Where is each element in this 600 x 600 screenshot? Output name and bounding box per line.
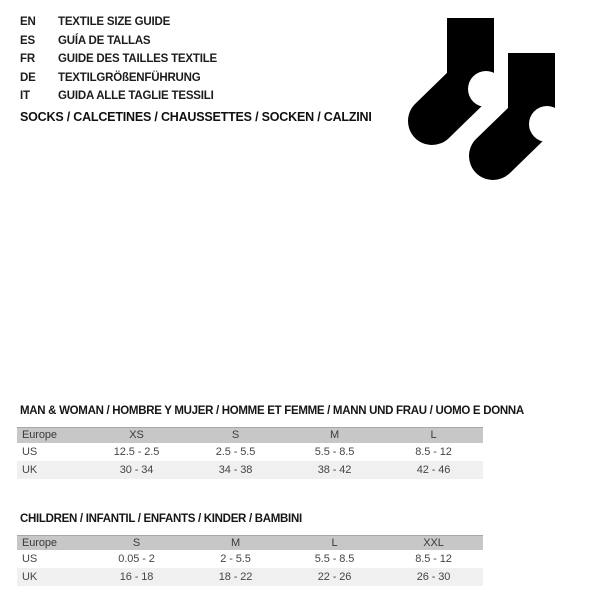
table-header-row — [17, 535, 483, 550]
language-code: IT — [20, 90, 30, 103]
children-table — [17, 535, 483, 587]
table-header-row — [17, 428, 483, 443]
column-header-m: M — [230, 536, 241, 549]
language-row-es — [20, 32, 217, 51]
size-value: 0.05 - 2 — [118, 553, 155, 565]
column-header-europe: Europe — [22, 536, 57, 549]
size-value: 16 - 18 — [119, 571, 154, 583]
size-tables — [17, 404, 524, 586]
size-value: 12.5 - 2.5 — [113, 445, 160, 458]
size-table-children — [17, 512, 483, 587]
language-guide-title: TEXTILE SIZE GUIDE — [58, 16, 171, 29]
language-list — [20, 13, 217, 106]
size-value: 22 - 26 — [317, 571, 352, 583]
size-value: 2.5 - 5.5 — [215, 445, 256, 458]
region-label: UK — [22, 463, 38, 476]
category-line: SOCKS / CALCETINES / CHAUSSETTES / SOCKEN / CALZINI — [20, 110, 372, 124]
table-row-us — [17, 443, 483, 461]
table-row-uk — [17, 568, 483, 586]
column-header-l: L — [331, 536, 338, 549]
table-row-uk — [17, 461, 483, 479]
column-header-m: M — [329, 429, 340, 442]
size-value: 34 - 38 — [218, 463, 253, 476]
language-row-fr — [20, 50, 217, 69]
language-code: FR — [20, 53, 35, 66]
column-header-xs: XS — [129, 429, 144, 442]
column-header-l: L — [430, 429, 437, 442]
size-value: 18 - 22 — [218, 571, 253, 583]
socks-icon — [402, 13, 567, 183]
language-code: ES — [20, 34, 35, 47]
column-header-xxl: XXL — [423, 536, 444, 549]
table-title-man-woman: MAN & WOMAN / HOMBRE Y MUJER / HOMME ET FEMME / MANN UND FRAU / UOMO E DONNA — [20, 405, 524, 417]
size-value: 42 - 46 — [416, 463, 451, 476]
table-title-children: CHILDREN / INFANTIL / ENFANTS / KINDER / BAMBINI — [20, 512, 302, 525]
language-guide-title: GUÍA DE TALLAS — [58, 34, 151, 47]
language-row-en — [20, 13, 217, 32]
size-value: 26 - 30 — [416, 571, 451, 583]
language-guide-title: GUIDA ALLE TAGLIE TESSILI — [58, 90, 214, 103]
column-header-s: S — [132, 536, 141, 549]
table-row-us — [17, 550, 483, 568]
size-value: 5.5 - 8.5 — [314, 553, 355, 565]
region-label: US — [22, 445, 38, 458]
column-header-s: S — [231, 429, 240, 442]
size-value: 2 - 5.5 — [220, 553, 251, 565]
size-value: 38 - 42 — [317, 463, 352, 476]
region-label: US — [22, 553, 38, 565]
language-code: DE — [20, 71, 36, 84]
language-row-de — [20, 69, 217, 88]
size-value: 30 - 34 — [119, 463, 154, 476]
region-label: UK — [22, 571, 38, 583]
size-value: 5.5 - 8.5 — [314, 445, 355, 458]
language-code: EN — [20, 16, 36, 29]
size-table-man-woman — [17, 404, 524, 479]
man-woman-table — [17, 427, 483, 479]
size-value: 8.5 - 12 — [415, 553, 452, 565]
language-guide-title: TEXTILGRÖßENFÜHRUNG — [58, 71, 201, 84]
size-value: 8.5 - 12 — [415, 445, 452, 458]
column-header-europe: Europe — [22, 429, 57, 442]
language-row-it — [20, 87, 217, 106]
language-guide-title: GUIDE DES TAILLES TEXTILE — [58, 53, 217, 66]
